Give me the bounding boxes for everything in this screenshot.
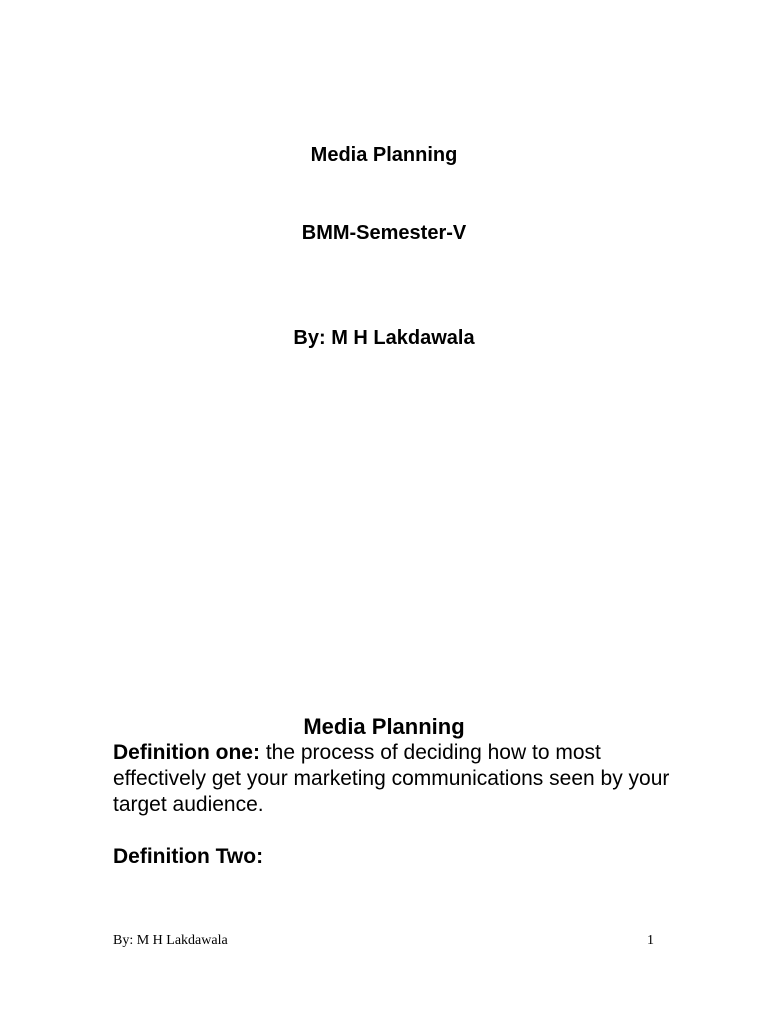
- definition-two-label: Definition Two:: [113, 845, 264, 868]
- cover-title: Media Planning: [310, 144, 458, 166]
- definition-one-text: the process of deciding how to most effectively get your marketing communications seen by your target audience.: [113, 741, 670, 816]
- footer-author: By: M H Lakdawala: [113, 933, 228, 948]
- section-heading: Media Planning: [303, 714, 465, 739]
- cover-course: BMM-Semester-V: [301, 222, 467, 244]
- definition-two-paragraph: [113, 844, 673, 870]
- footer-page-number: 1: [647, 933, 654, 948]
- definition-one-label: Definition one:: [113, 741, 260, 764]
- cover-author: By: M H Lakdawala: [293, 327, 475, 349]
- definition-one-paragraph: [113, 740, 673, 818]
